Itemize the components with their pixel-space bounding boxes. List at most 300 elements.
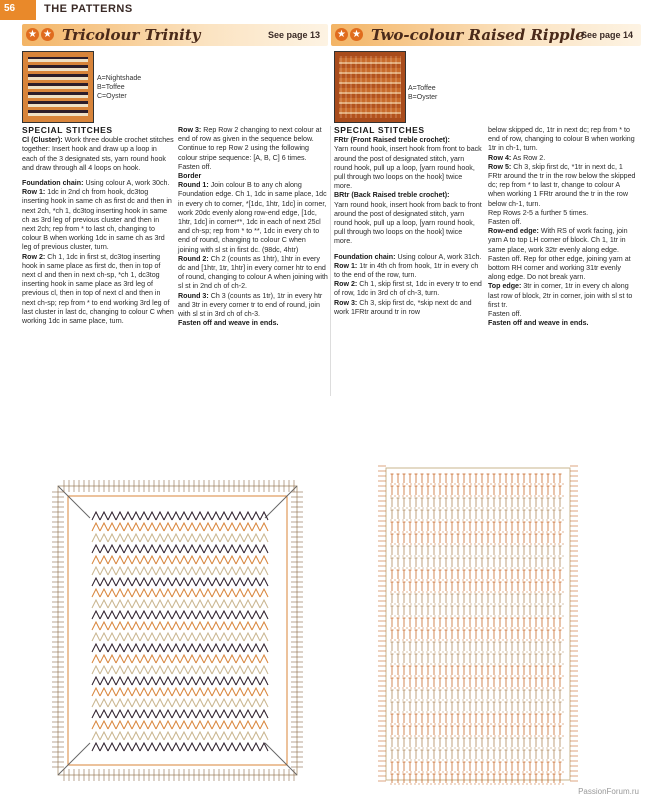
- key-item: B=Oyster: [408, 94, 438, 101]
- cluster-stitch: [252, 567, 260, 575]
- cluster-stitch: [164, 743, 172, 751]
- cluster-stitch: [132, 688, 140, 696]
- cluster-stitch: [140, 699, 148, 707]
- cluster-stitch: [196, 655, 204, 663]
- cluster-stitch: [220, 710, 228, 718]
- cluster-stitch: [100, 534, 108, 542]
- page-number-tab: [0, 0, 36, 20]
- cluster-stitch: [260, 567, 268, 575]
- cluster-stitch: [220, 567, 228, 575]
- cluster-stitch: [236, 578, 244, 586]
- cluster-stitch: [220, 523, 228, 531]
- cluster-stitch: [132, 633, 140, 641]
- cluster-stitch: [204, 710, 212, 718]
- cluster-stitch: [116, 600, 124, 608]
- cluster-stitch: [124, 710, 132, 718]
- cluster-stitch: [124, 534, 132, 542]
- cluster-stitch: [172, 666, 180, 674]
- cluster-stitch: [140, 600, 148, 608]
- cluster-stitch: [228, 545, 236, 553]
- cluster-stitch: [108, 534, 116, 542]
- cluster-stitch: [172, 633, 180, 641]
- cluster-stitch: [92, 677, 100, 685]
- cluster-stitch: [156, 644, 164, 652]
- cluster-stitch: [124, 567, 132, 575]
- cluster-stitch: [156, 710, 164, 718]
- cluster-stitch: [244, 567, 252, 575]
- term: Row 1:: [334, 261, 358, 270]
- cluster-stitch: [156, 743, 164, 751]
- cluster-stitch: [252, 589, 260, 597]
- text: Rep Row 2 changing to next colour at end of row as given in the sequence below.: [178, 126, 322, 144]
- cluster-stitch: [156, 721, 164, 729]
- cluster-stitch: [116, 556, 124, 564]
- cluster-stitch: [156, 688, 164, 696]
- cluster-stitch: [92, 699, 100, 707]
- cluster-stitch: [116, 699, 124, 707]
- cluster-stitch: [244, 523, 252, 531]
- cluster-stitch: [204, 655, 212, 663]
- cluster-stitch: [124, 589, 132, 597]
- cluster-stitch: [180, 545, 188, 553]
- cluster-stitch: [92, 534, 100, 542]
- paragraph: [178, 126, 328, 144]
- tricolour-title-bar: [22, 24, 328, 46]
- cluster-stitch: [244, 578, 252, 586]
- cluster-stitch: [204, 644, 212, 652]
- cluster-stitch: [244, 556, 252, 564]
- cluster-stitch: [100, 545, 108, 553]
- cluster-stitch: [116, 743, 124, 751]
- cluster-stitch: [164, 556, 172, 564]
- cluster-stitch: [252, 688, 260, 696]
- cluster-stitch: [196, 710, 204, 718]
- cluster-stitch: [156, 589, 164, 597]
- cluster-stitch: [164, 523, 172, 531]
- cluster-stitch: [236, 556, 244, 564]
- cluster-stitch: [148, 666, 156, 674]
- cluster-stitch: [196, 512, 204, 520]
- tricolour-stitch-diagram: [50, 478, 305, 783]
- cluster-stitch: [148, 578, 156, 586]
- cluster-stitch: [140, 556, 148, 564]
- cluster-stitch: [172, 556, 180, 564]
- cluster-stitch: [236, 567, 244, 575]
- text: Ch 2 (counts as 1htr), 1htr in every dc and [1htr, 1tr, 1htr] in every corner htr to end of round, changing to colour A when joining with sl st in 2nd ch of ch-2.: [178, 254, 328, 291]
- cluster-stitch: [220, 655, 228, 663]
- cluster-stitch: [260, 710, 268, 718]
- cluster-stitch: [204, 633, 212, 641]
- cluster-stitch: [180, 512, 188, 520]
- cluster-stitch: [220, 534, 228, 542]
- cluster-stitch: [100, 732, 108, 740]
- cluster-stitch: [140, 655, 148, 663]
- cluster-stitch: [92, 732, 100, 740]
- cluster-stitch: [220, 545, 228, 553]
- cluster-stitch: [164, 699, 172, 707]
- cluster-stitch: [212, 732, 220, 740]
- cluster-stitch: [140, 666, 148, 674]
- cluster-stitch: [132, 655, 140, 663]
- paragraph: [334, 262, 482, 280]
- cluster-stitch: [100, 567, 108, 575]
- paragraph: [488, 319, 638, 328]
- cluster-stitch: [188, 655, 196, 663]
- paragraph: Yarn round hook, insert hook from back to front around the post of designated stitch, yarn round hook, pull up a loop, [yarn round hook, pull through two loops on the hook] twice more.: [334, 200, 482, 246]
- cluster-stitch: [172, 600, 180, 608]
- text: Using colour A, work 30ch.: [85, 179, 170, 188]
- cluster-stitch: [188, 743, 196, 751]
- cluster-stitch: [132, 710, 140, 718]
- cluster-stitch: [92, 589, 100, 597]
- cluster-stitch: [244, 644, 252, 652]
- term: Fasten off and weave in ends.: [178, 319, 279, 328]
- cluster-stitch: [164, 622, 172, 630]
- cluster-stitch: [244, 688, 252, 696]
- cluster-stitch: [260, 677, 268, 685]
- cluster-stitch: [180, 523, 188, 531]
- cluster-stitch: [92, 721, 100, 729]
- cluster-stitch: [100, 666, 108, 674]
- cluster-stitch: [204, 523, 212, 531]
- cluster-stitch: [252, 743, 260, 751]
- cluster-stitch: [100, 622, 108, 630]
- term: Round 3:: [178, 291, 209, 300]
- cluster-stitch: [140, 688, 148, 696]
- cluster-stitch: [116, 655, 124, 663]
- instructions-column-2: [178, 126, 328, 328]
- star-icon: ★: [350, 28, 363, 41]
- cluster-stitch: [196, 699, 204, 707]
- border-round: [386, 468, 570, 780]
- cluster-stitch: [100, 743, 108, 751]
- cluster-stitch: [132, 666, 140, 674]
- cluster-stitch: [156, 556, 164, 564]
- cluster-stitch: [132, 721, 140, 729]
- cluster-stitch: [92, 622, 100, 630]
- cluster-stitch: [116, 622, 124, 630]
- colour-key: [97, 74, 141, 101]
- cluster-stitch: [220, 512, 228, 520]
- cluster-stitch: [260, 589, 268, 597]
- cluster-stitch: [164, 721, 172, 729]
- star-icon: ★: [41, 28, 54, 41]
- cluster-stitch: [260, 666, 268, 674]
- cluster-stitch: [260, 534, 268, 542]
- cluster-stitch: [108, 567, 116, 575]
- cluster-stitch: [132, 677, 140, 685]
- cluster-stitch: [116, 633, 124, 641]
- cluster-stitch: [180, 578, 188, 586]
- cluster-stitch: [124, 611, 132, 619]
- paragraph: Fasten off.: [488, 218, 522, 227]
- cluster-stitch: [212, 677, 220, 685]
- cluster-stitch: [156, 622, 164, 630]
- cluster-stitch: [220, 721, 228, 729]
- cluster-stitch: [172, 699, 180, 707]
- cluster-stitch: [244, 611, 252, 619]
- cluster-stitch: [204, 622, 212, 630]
- cluster-stitch: [124, 622, 132, 630]
- cluster-stitch: [148, 611, 156, 619]
- cluster-stitch: [220, 589, 228, 597]
- cluster-stitch: [148, 644, 156, 652]
- cluster-stitch: [100, 644, 108, 652]
- text: Join colour B to any ch along Foundation edge. Ch 1, 1dc in same place, 1dc in every ch to corner, *[1dc, 1htr, 1dc] in corner, work 20dc evenly along row-end edge, [1dc, 1htr, 1dc] in corner**, 1dc in each of next 25cl and ch-sp; rep from * to **, 1dc in every ch to end of round, changing to colour C when joining with sl st in first dc. (98dc, 4htr): [178, 181, 327, 254]
- text: Work three double crochet stitches together: Insert hook and draw up a loop in each of the 3 designated sts, yarn round hook and draw through all 4 loops on hook.: [22, 136, 174, 172]
- cluster-stitch: [204, 732, 212, 740]
- cluster-stitch: [188, 666, 196, 674]
- term: Row-end edge:: [488, 227, 539, 236]
- cluster-stitch: [236, 677, 244, 685]
- cluster-stitch: [204, 666, 212, 674]
- cluster-stitch: [148, 512, 156, 520]
- cluster-stitch: [140, 710, 148, 718]
- cluster-stitch: [236, 611, 244, 619]
- term: Round 1:: [178, 181, 209, 190]
- cluster-stitch: [172, 710, 180, 718]
- cluster-stitch: [244, 545, 252, 553]
- cluster-stitch: [220, 611, 228, 619]
- cluster-stitch: [148, 655, 156, 663]
- paragraph: [178, 319, 328, 328]
- cluster-stitch: [92, 567, 100, 575]
- cluster-stitch: [172, 743, 180, 751]
- cluster-stitch: [132, 699, 140, 707]
- cluster-stitch: [188, 721, 196, 729]
- cluster-stitch: [108, 655, 116, 663]
- cluster-stitch: [188, 611, 196, 619]
- cluster-stitch: [172, 534, 180, 542]
- cluster-stitch: [148, 732, 156, 740]
- cluster-stitch: [236, 622, 244, 630]
- cluster-stitch: [116, 567, 124, 575]
- term: Row 2:: [334, 280, 358, 289]
- cluster-stitch: [132, 578, 140, 586]
- cluster-stitch: [236, 512, 244, 520]
- cluster-stitch: [236, 688, 244, 696]
- cluster-stitch: [132, 523, 140, 531]
- cluster-stitch: [100, 512, 108, 520]
- paragraph: [334, 280, 482, 298]
- cluster-stitch: [132, 600, 140, 608]
- cluster-stitch: [212, 556, 220, 564]
- corner-stitch: [265, 743, 297, 775]
- cluster-stitch: [124, 666, 132, 674]
- term: BRtr (Back Raised treble crochet):: [334, 191, 450, 200]
- watermark: PassionForum.ru: [578, 787, 639, 796]
- cluster-stitch: [116, 611, 124, 619]
- cluster-stitch: [172, 688, 180, 696]
- paragraph: [334, 136, 482, 145]
- cluster-stitch: [140, 545, 148, 553]
- key-item: B=Toffee: [97, 84, 125, 91]
- text: 1tr in 4th ch from hook, 1tr in every ch to the end of the row, turn.: [334, 261, 479, 280]
- page-number: 56: [4, 3, 16, 14]
- cluster-stitch: [260, 556, 268, 564]
- difficulty-rating: [335, 28, 363, 41]
- cluster-stitch: [164, 600, 172, 608]
- cluster-stitch: [100, 677, 108, 685]
- cluster-stitch: [220, 644, 228, 652]
- cluster-stitch: [220, 600, 228, 608]
- cluster-stitch: [180, 644, 188, 652]
- term: Border: [178, 172, 202, 181]
- difficulty-rating: [26, 28, 54, 41]
- cluster-stitch: [236, 589, 244, 597]
- cluster-stitch: [236, 732, 244, 740]
- cluster-stitch: [140, 578, 148, 586]
- term: Foundation chain:: [22, 179, 84, 188]
- cluster-stitch: [100, 655, 108, 663]
- cluster-stitch: [212, 578, 220, 586]
- cluster-stitch: [180, 655, 188, 663]
- cluster-stitch: [236, 655, 244, 663]
- cluster-stitch: [148, 589, 156, 597]
- cluster-stitch: [204, 611, 212, 619]
- cluster-stitch: [92, 688, 100, 696]
- cluster-stitch: [220, 556, 228, 564]
- cluster-stitch: [100, 578, 108, 586]
- cluster-stitch: [252, 677, 260, 685]
- cluster-stitch: [100, 710, 108, 718]
- cluster-stitch: [260, 578, 268, 586]
- cluster-stitch: [220, 677, 228, 685]
- cluster-stitch: [164, 589, 172, 597]
- cluster-stitch: [116, 589, 124, 597]
- cluster-stitch: [260, 644, 268, 652]
- cluster-stitch: [108, 556, 116, 564]
- cluster-stitch: [204, 743, 212, 751]
- cluster-stitch: [260, 721, 268, 729]
- cluster-stitch: [124, 743, 132, 751]
- cluster-stitch: [196, 622, 204, 630]
- cluster-stitch: [164, 578, 172, 586]
- cluster-stitch: [228, 523, 236, 531]
- cluster-stitch: [164, 677, 172, 685]
- cluster-stitch: [188, 545, 196, 553]
- star-icon: ★: [26, 28, 39, 41]
- cluster-stitch: [164, 567, 172, 575]
- cluster-stitch: [196, 732, 204, 740]
- cluster-stitch: [148, 534, 156, 542]
- text: Ch 3, skip first dc, *skip next dc and work 1FRtr around tr in row: [334, 298, 472, 316]
- cluster-stitch: [100, 721, 108, 729]
- term: Top edge:: [488, 282, 522, 291]
- cluster-stitch: [188, 578, 196, 586]
- cluster-stitch: [204, 688, 212, 696]
- cluster-stitch: [212, 721, 220, 729]
- cluster-stitch: [92, 655, 100, 663]
- cluster-stitch: [260, 633, 268, 641]
- cluster-stitch: [252, 545, 260, 553]
- cluster-stitch: [228, 644, 236, 652]
- cluster-stitch: [108, 666, 116, 674]
- cluster-stitch: [180, 622, 188, 630]
- cluster-stitch: [164, 534, 172, 542]
- cluster-stitch: [180, 721, 188, 729]
- cluster-stitch: [212, 534, 220, 542]
- cluster-stitch: [108, 677, 116, 685]
- cluster-stitch: [260, 545, 268, 553]
- cluster-stitch: [196, 556, 204, 564]
- cluster-stitch: [132, 732, 140, 740]
- cluster-stitch: [228, 677, 236, 685]
- cluster-stitch: [108, 600, 116, 608]
- cluster-stitch: [252, 699, 260, 707]
- cluster-stitch: [188, 534, 196, 542]
- section-title: THE PATTERNS: [44, 3, 133, 15]
- star-icon: ★: [335, 28, 348, 41]
- paragraph: [334, 253, 482, 262]
- cluster-stitch: [188, 732, 196, 740]
- cluster-stitch: [140, 534, 148, 542]
- cluster-stitch: [204, 512, 212, 520]
- paragraph: [22, 253, 174, 327]
- cluster-stitch: [228, 556, 236, 564]
- cluster-stitch: [116, 721, 124, 729]
- border-heading: [178, 172, 328, 181]
- cluster-stitch: [212, 688, 220, 696]
- cluster-stitch: [132, 556, 140, 564]
- cluster-stitch: [236, 600, 244, 608]
- cluster-stitch: [180, 611, 188, 619]
- cluster-stitch: [124, 644, 132, 652]
- cluster-stitch: [252, 710, 260, 718]
- cluster-stitch: [140, 721, 148, 729]
- cluster-stitch: [236, 710, 244, 718]
- cluster-stitch: [148, 556, 156, 564]
- cluster-stitch: [108, 611, 116, 619]
- cluster-stitch: [140, 732, 148, 740]
- instructions-column-4: [488, 126, 638, 328]
- cluster-stitch: [92, 545, 100, 553]
- special-stitches-heading: SPECIAL STITCHES: [22, 125, 113, 135]
- cluster-stitch: [212, 600, 220, 608]
- cluster-stitch: [172, 721, 180, 729]
- cluster-stitch: [124, 578, 132, 586]
- term: Row 4:: [488, 153, 512, 162]
- cluster-stitch: [188, 677, 196, 685]
- cluster-stitch: [124, 600, 132, 608]
- cluster-stitch: [228, 567, 236, 575]
- cluster-stitch: [204, 534, 212, 542]
- cluster-stitch: [212, 666, 220, 674]
- ripple-title-bar: [331, 24, 641, 46]
- cluster-stitch: [212, 644, 220, 652]
- cluster-stitch: [204, 699, 212, 707]
- text: Ch 3 (counts as 1tr), 1tr in every htr and 3tr in every corner tr to end of round, join with sl st in 3rd ch of ch-3.: [178, 291, 323, 319]
- tricolour-chart-svg: [50, 478, 305, 783]
- cluster-stitch: [228, 611, 236, 619]
- cluster-stitch: [148, 699, 156, 707]
- cluster-stitch: [92, 611, 100, 619]
- cluster-stitch: [140, 523, 148, 531]
- cluster-stitch: [172, 622, 180, 630]
- cluster-stitch: [220, 743, 228, 751]
- cluster-stitch: [252, 633, 260, 641]
- cluster-stitch: [172, 611, 180, 619]
- cluster-stitch: [180, 556, 188, 564]
- cluster-stitch: [156, 611, 164, 619]
- cluster-stitch: [212, 622, 220, 630]
- cluster-stitch: [92, 710, 100, 718]
- cluster-stitch: [252, 655, 260, 663]
- cluster-stitch: [140, 677, 148, 685]
- cluster-stitch: [188, 622, 196, 630]
- cluster-stitch: [212, 633, 220, 641]
- cluster-stitch: [148, 721, 156, 729]
